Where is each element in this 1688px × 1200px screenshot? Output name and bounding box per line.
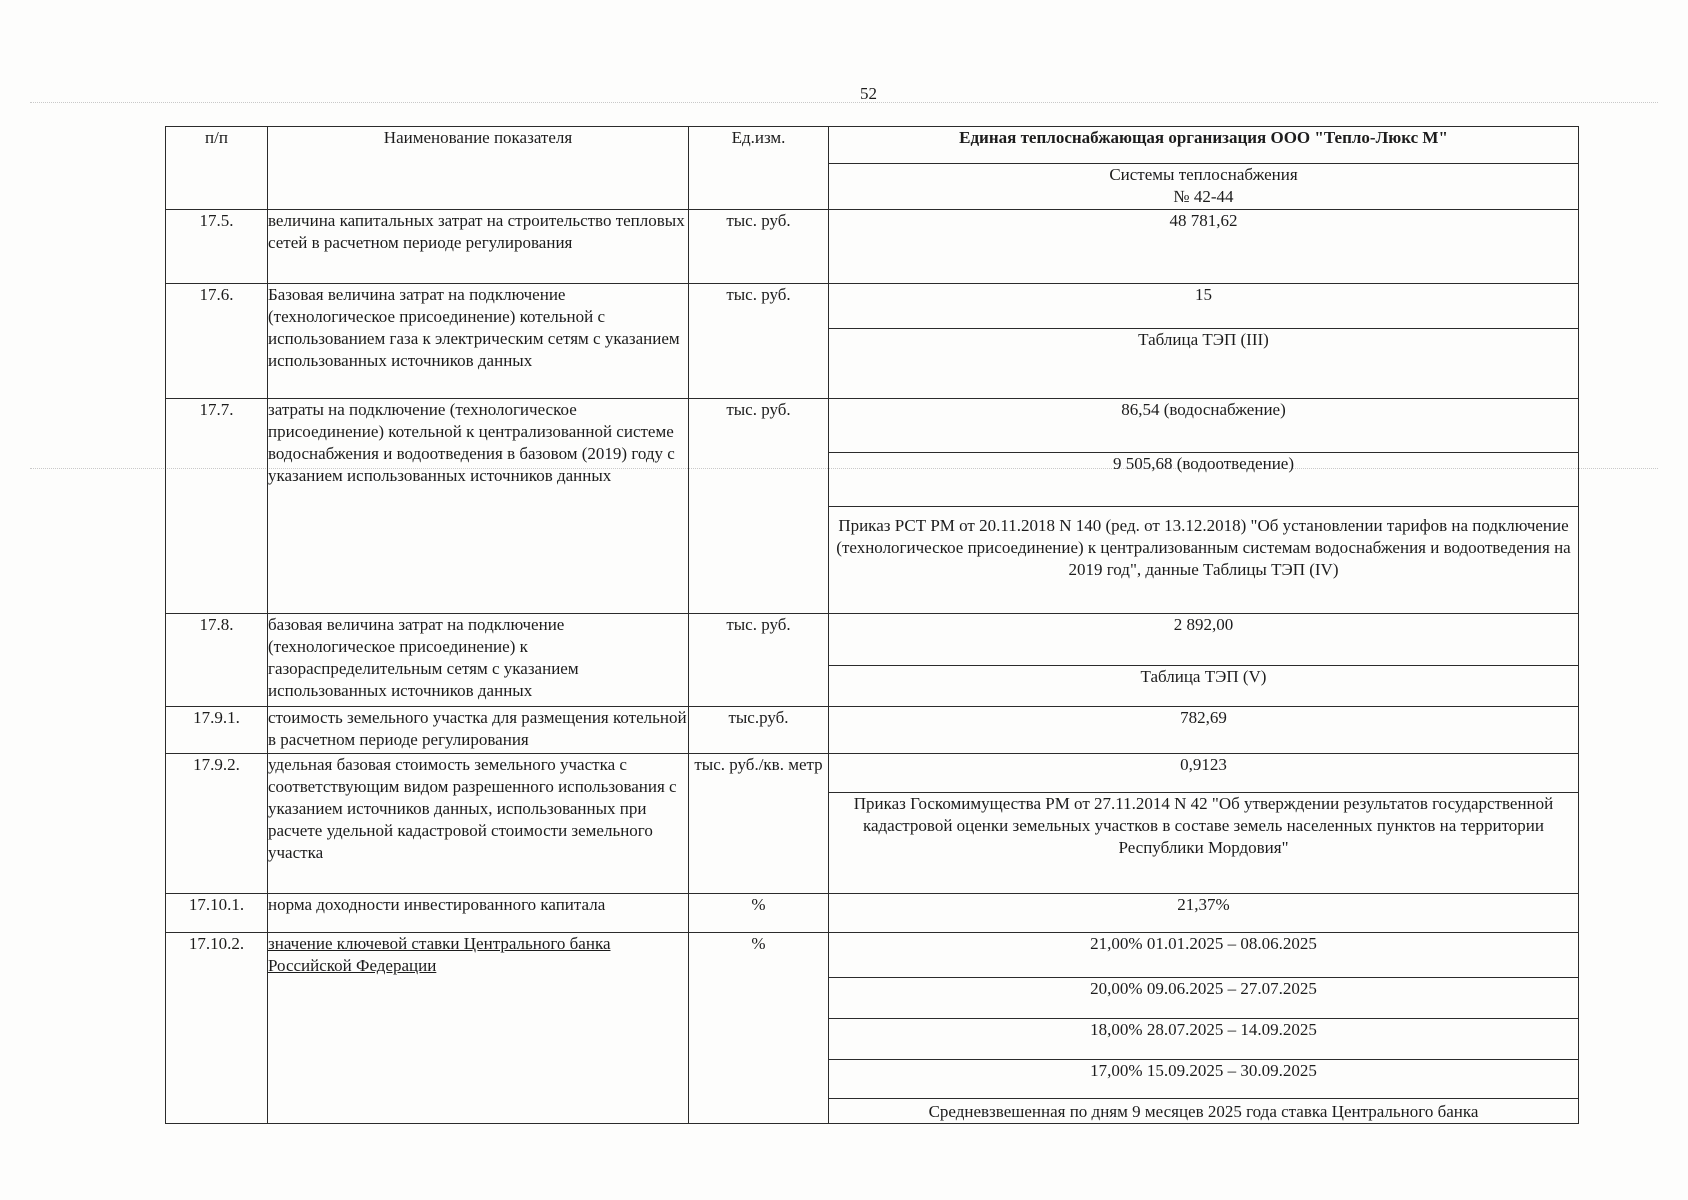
indicator-table: [165, 126, 1579, 1124]
header-unit: Ед.изм.: [689, 127, 829, 210]
header-name: Наименование показателя: [268, 127, 689, 210]
row-unit: тыс. руб.: [689, 284, 829, 399]
row-unit: %: [689, 933, 829, 1124]
table-row: [166, 707, 1579, 754]
table-row: [166, 894, 1579, 933]
page-number: 52: [860, 84, 877, 103]
row-number: 17.7.: [166, 399, 268, 614]
header-num: п/п: [166, 127, 268, 210]
row-number: 17.10.2.: [166, 933, 268, 1124]
row-value: 21,37%: [829, 894, 1579, 933]
row-number: 17.6.: [166, 284, 268, 399]
row-name: базовая величина затрат на подключение (технологическое присоединение) к газораспределительным сетям с указанием использованных источников данных: [268, 614, 689, 707]
row-number: 17.8.: [166, 614, 268, 707]
scan-artifact-line: [30, 102, 1658, 103]
header-organization: Единая теплоснабжающая организация ООО "Тепло-Люкс М": [829, 127, 1579, 164]
row-value: 48 781,62: [829, 210, 1579, 284]
row-name: [268, 933, 689, 1124]
row-source: Приказ РСТ РМ от 20.11.2018 N 140 (ред. от 13.12.2018) "Об установлении тарифов на подключение (технологическое присоединение) к централизованным системам водоснабжения и водоотведения на 2019 год", данные Таблицы ТЭП (IV): [829, 507, 1579, 614]
table-row: [166, 284, 1579, 329]
row-unit: тыс. руб.: [689, 614, 829, 707]
key-rate-period: 20,00% 09.06.2025 – 27.07.2025: [829, 978, 1579, 1019]
row-name-text: значение ключевой ставки Центрального банка Российской Федерации: [268, 934, 611, 975]
row-unit: тыс.руб.: [689, 707, 829, 754]
row-name: величина капитальных затрат на строительство тепловых сетей в расчетном периоде регулирования: [268, 210, 689, 284]
key-rate-period: 17,00% 15.09.2025 – 30.09.2025: [829, 1060, 1579, 1099]
row-source: Таблица ТЭП (III): [829, 329, 1579, 399]
row-name: затраты на подключение (технологическое присоединение) котельной к централизованной системе водоснабжения и водоотведения в базовом (2019) году с указанием использованных источников данных: [268, 399, 689, 614]
row-name: Базовая величина затрат на подключение (технологическое присоединение) котельной с использованием газа к электрическим сетям с указанием использованных источников данных: [268, 284, 689, 399]
row-value: 15: [829, 284, 1579, 329]
row-unit: %: [689, 894, 829, 933]
row-name: удельная базовая стоимость земельного участка с соответствующим видом разрешенного использования с указанием источников данных, использованных при расчете удельной кадастровой стоимости земельного участка: [268, 754, 689, 894]
table-row: [166, 399, 1579, 453]
row-number: 17.10.1.: [166, 894, 268, 933]
header-systems: [829, 164, 1579, 210]
row-unit: тыс. руб./кв. метр: [689, 754, 829, 894]
header-systems-line2: № 42-44: [1173, 187, 1234, 206]
row-value: 9 505,68 (водоотведение): [829, 453, 1579, 507]
table-row: [166, 614, 1579, 666]
row-value: 86,54 (водоснабжение): [829, 399, 1579, 453]
table-row: [166, 210, 1579, 284]
row-name: норма доходности инвестированного капитала: [268, 894, 689, 933]
row-unit: тыс. руб.: [689, 399, 829, 614]
weighted-average-note: Средневзвешенная по дням 9 месяцев 2025 года ставка Центрального банка: [829, 1099, 1579, 1124]
row-number: 17.9.2.: [166, 754, 268, 894]
row-source: Приказ Госкомимущества РМ от 27.11.2014 N 42 "Об утверждении результатов государственной кадастровой оценки земельных участков в составе земель населенных пунктов на территории Республики Мордовия": [829, 793, 1579, 894]
row-value: 0,9123: [829, 754, 1579, 793]
row-source: Таблица ТЭП (V): [829, 666, 1579, 707]
row-unit: тыс. руб.: [689, 210, 829, 284]
table-row: [166, 933, 1579, 978]
row-name: стоимость земельного участка для размещения котельной в расчетном периоде регулирования: [268, 707, 689, 754]
row-number: 17.5.: [166, 210, 268, 284]
row-value: 2 892,00: [829, 614, 1579, 666]
row-number: 17.9.1.: [166, 707, 268, 754]
key-rate-period: 18,00% 28.07.2025 – 14.09.2025: [829, 1019, 1579, 1060]
table-row: [166, 754, 1579, 793]
row-value: 782,69: [829, 707, 1579, 754]
key-rate-period: 21,00% 01.01.2025 – 08.06.2025: [829, 933, 1579, 978]
header-row: [166, 127, 1579, 164]
header-systems-line1: Системы теплоснабжения: [1109, 165, 1298, 184]
